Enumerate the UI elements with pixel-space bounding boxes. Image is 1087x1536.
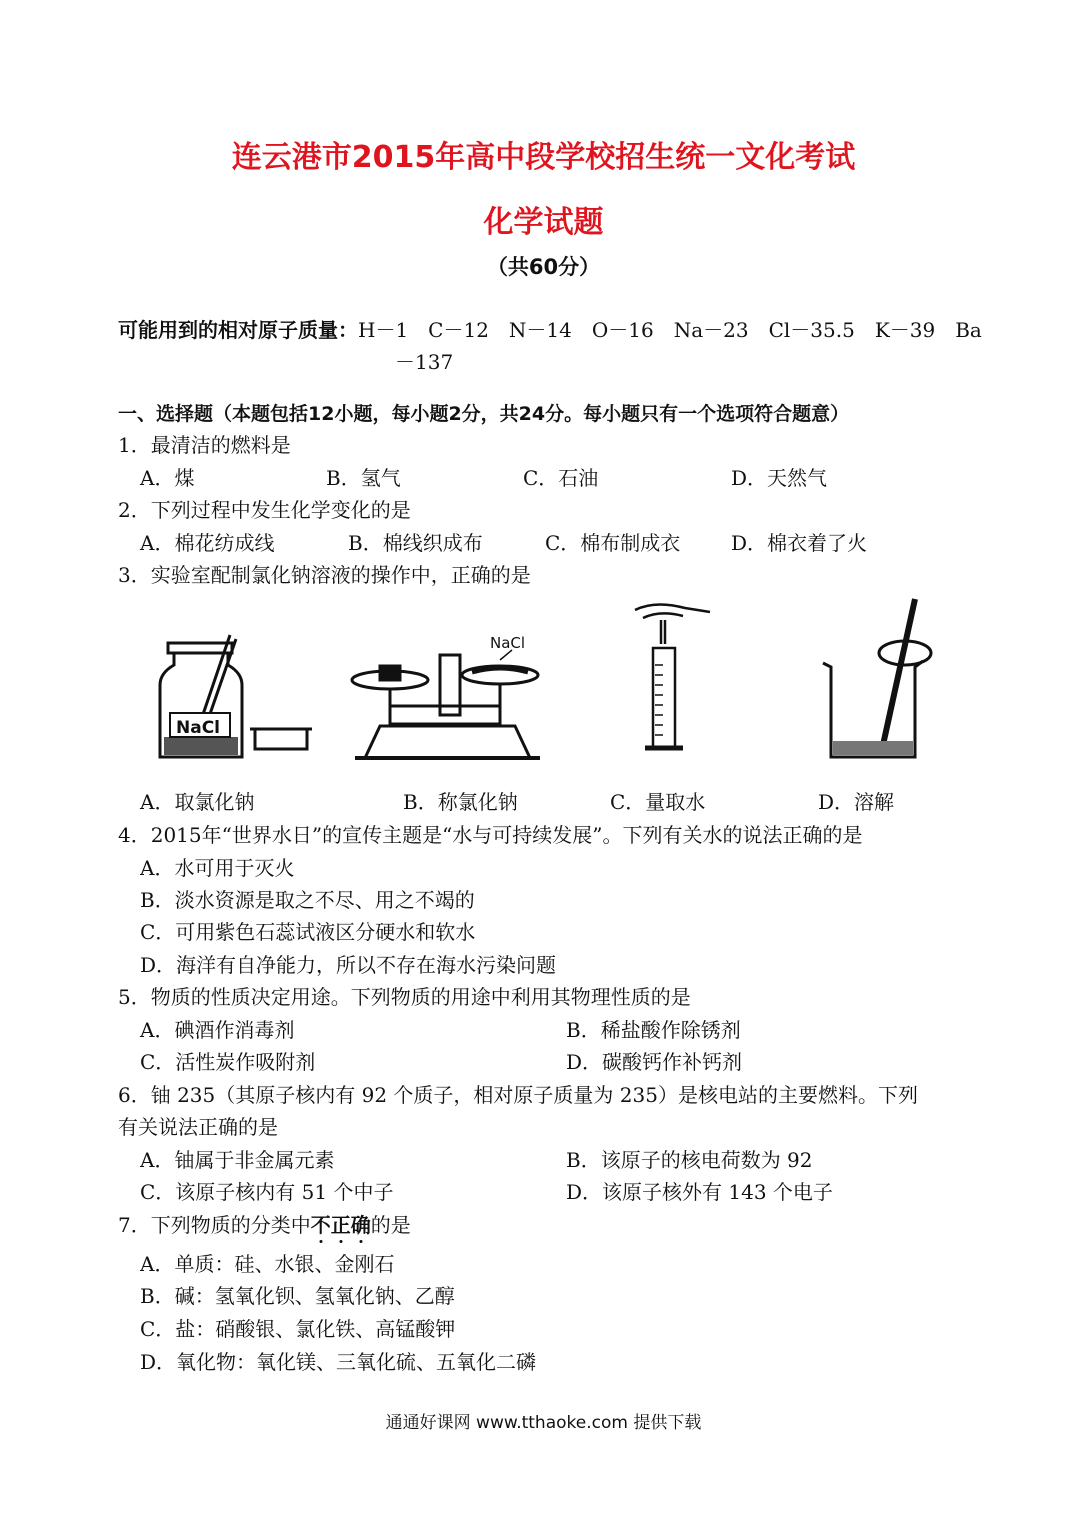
footer-source: 通通好课网 www.tthaoke.com 提供下载: [385, 1413, 702, 1433]
q6-stem-continued: 有关说法正确的是: [118, 1115, 278, 1139]
exam-subtitle: 化学试题: [483, 205, 604, 240]
q6-option-d: D．该原子核外有 143 个电子: [566, 1180, 833, 1204]
q7-stem-pre: 7．下列物质的分类中: [118, 1213, 311, 1237]
q2-option-a: A．棉花纺成线: [140, 531, 275, 555]
q1-option-c: C．石油: [523, 466, 599, 490]
beaker-figure: [815, 595, 945, 765]
q5-option-d: D．碳酸钙作补钙剂: [566, 1050, 743, 1074]
q7-option-a: A．单质：硅、水银、金刚石: [140, 1252, 395, 1276]
q3-option-d: D．溶解: [818, 790, 895, 814]
q7-option-d: D．氧化物：氧化镁、三氧化硫、五氧化二磷: [140, 1350, 537, 1374]
q3-stem: 3．实验室配制氯化钠溶液的操作中，正确的是: [118, 563, 531, 587]
q7-emphasis-1: 不: [310, 1213, 331, 1237]
q7-stem-post: 的是: [370, 1213, 411, 1237]
q2-stem: 2．下列过程中发生化学变化的是: [118, 498, 411, 522]
q1-option-a: A．煤: [140, 466, 195, 490]
q4-option-d: D．海洋有自净能力，所以不存在海水污染问题: [140, 953, 557, 977]
atomic-mass-label: 可能用到的相对原子质量：: [118, 318, 358, 342]
q6-option-a: A．铀属于非金属元素: [140, 1148, 335, 1172]
jar-label: NaCl: [176, 718, 221, 738]
q4-option-a: A．水可用于灭火: [140, 856, 295, 880]
atomic-mass-line: [118, 318, 982, 342]
q3-option-b: B．称氯化钠: [403, 790, 518, 814]
q7-option-c: C．盐：硝酸银、氯化铁、高锰酸钾: [140, 1317, 456, 1341]
q2-option-c: C．棉布制成衣: [545, 531, 681, 555]
q5-option-a: A．碘酒作消毒剂: [140, 1018, 295, 1042]
q4-option-c: C．可用紫色石蕊试液区分硬水和软水: [140, 920, 476, 944]
q1-option-d: D．天然气: [731, 466, 828, 490]
q6-option-b: B．该原子的核电荷数为 92: [566, 1148, 813, 1172]
exam-title: 连云港市2015年高中段学校招生统一文化考试: [231, 140, 856, 175]
q6-stem: 6．铀 235（其原子核内有 92 个质子，相对原子质量为 235）是核电站的主要燃料。下列: [118, 1083, 918, 1107]
reagent-jar-figure: [150, 625, 320, 765]
exam-score: （共60分）: [486, 255, 601, 279]
q1-stem: 1．最清洁的燃料是: [118, 433, 291, 457]
q7-option-b: B．碱：氢氧化钡、氢氧化钠、乙醇: [140, 1284, 455, 1308]
q2-option-d: D．棉衣着了火: [731, 531, 868, 555]
q3-option-a: A．取氯化钠: [140, 790, 255, 814]
q5-stem: 5．物质的性质决定用途。下列物质的用途中利用其物理性质的是: [118, 985, 691, 1009]
q4-stem: 4．2015年“世界水日”的宣传主题是“水与可持续发展”。下列有关水的说法正确的是: [118, 823, 863, 847]
graduated-cylinder-figure: [615, 600, 725, 760]
q1-option-b: B．氢气: [326, 466, 401, 490]
q7-emphasis-3: 确: [350, 1213, 371, 1237]
balance-label: NaCl: [490, 634, 526, 652]
q7-emphasis-2: 正: [330, 1213, 351, 1237]
q7-stem: [118, 1213, 411, 1237]
section1-heading: 一、选择题（本题包括12小题，每小题2分，共24分。每小题只有一个选项符合题意）: [118, 403, 850, 425]
q5-option-c: C．活性炭作吸附剂: [140, 1050, 316, 1074]
q4-option-b: B．淡水资源是取之不尽、用之不竭的: [140, 888, 475, 912]
balance-figure: [350, 630, 560, 765]
q5-option-b: B．稀盐酸作除锈剂: [566, 1018, 741, 1042]
q3-option-c: C．量取水: [610, 790, 706, 814]
atomic-mass-continuation: －137: [395, 350, 454, 374]
q6-option-c: C．该原子核内有 51 个中子: [140, 1180, 394, 1204]
q2-option-b: B．棉线织成布: [348, 531, 483, 555]
atomic-mass-values: H－1 C－12 N－14 O－16 Na－23 Cl－35.5 K－39 Ba: [358, 318, 982, 342]
